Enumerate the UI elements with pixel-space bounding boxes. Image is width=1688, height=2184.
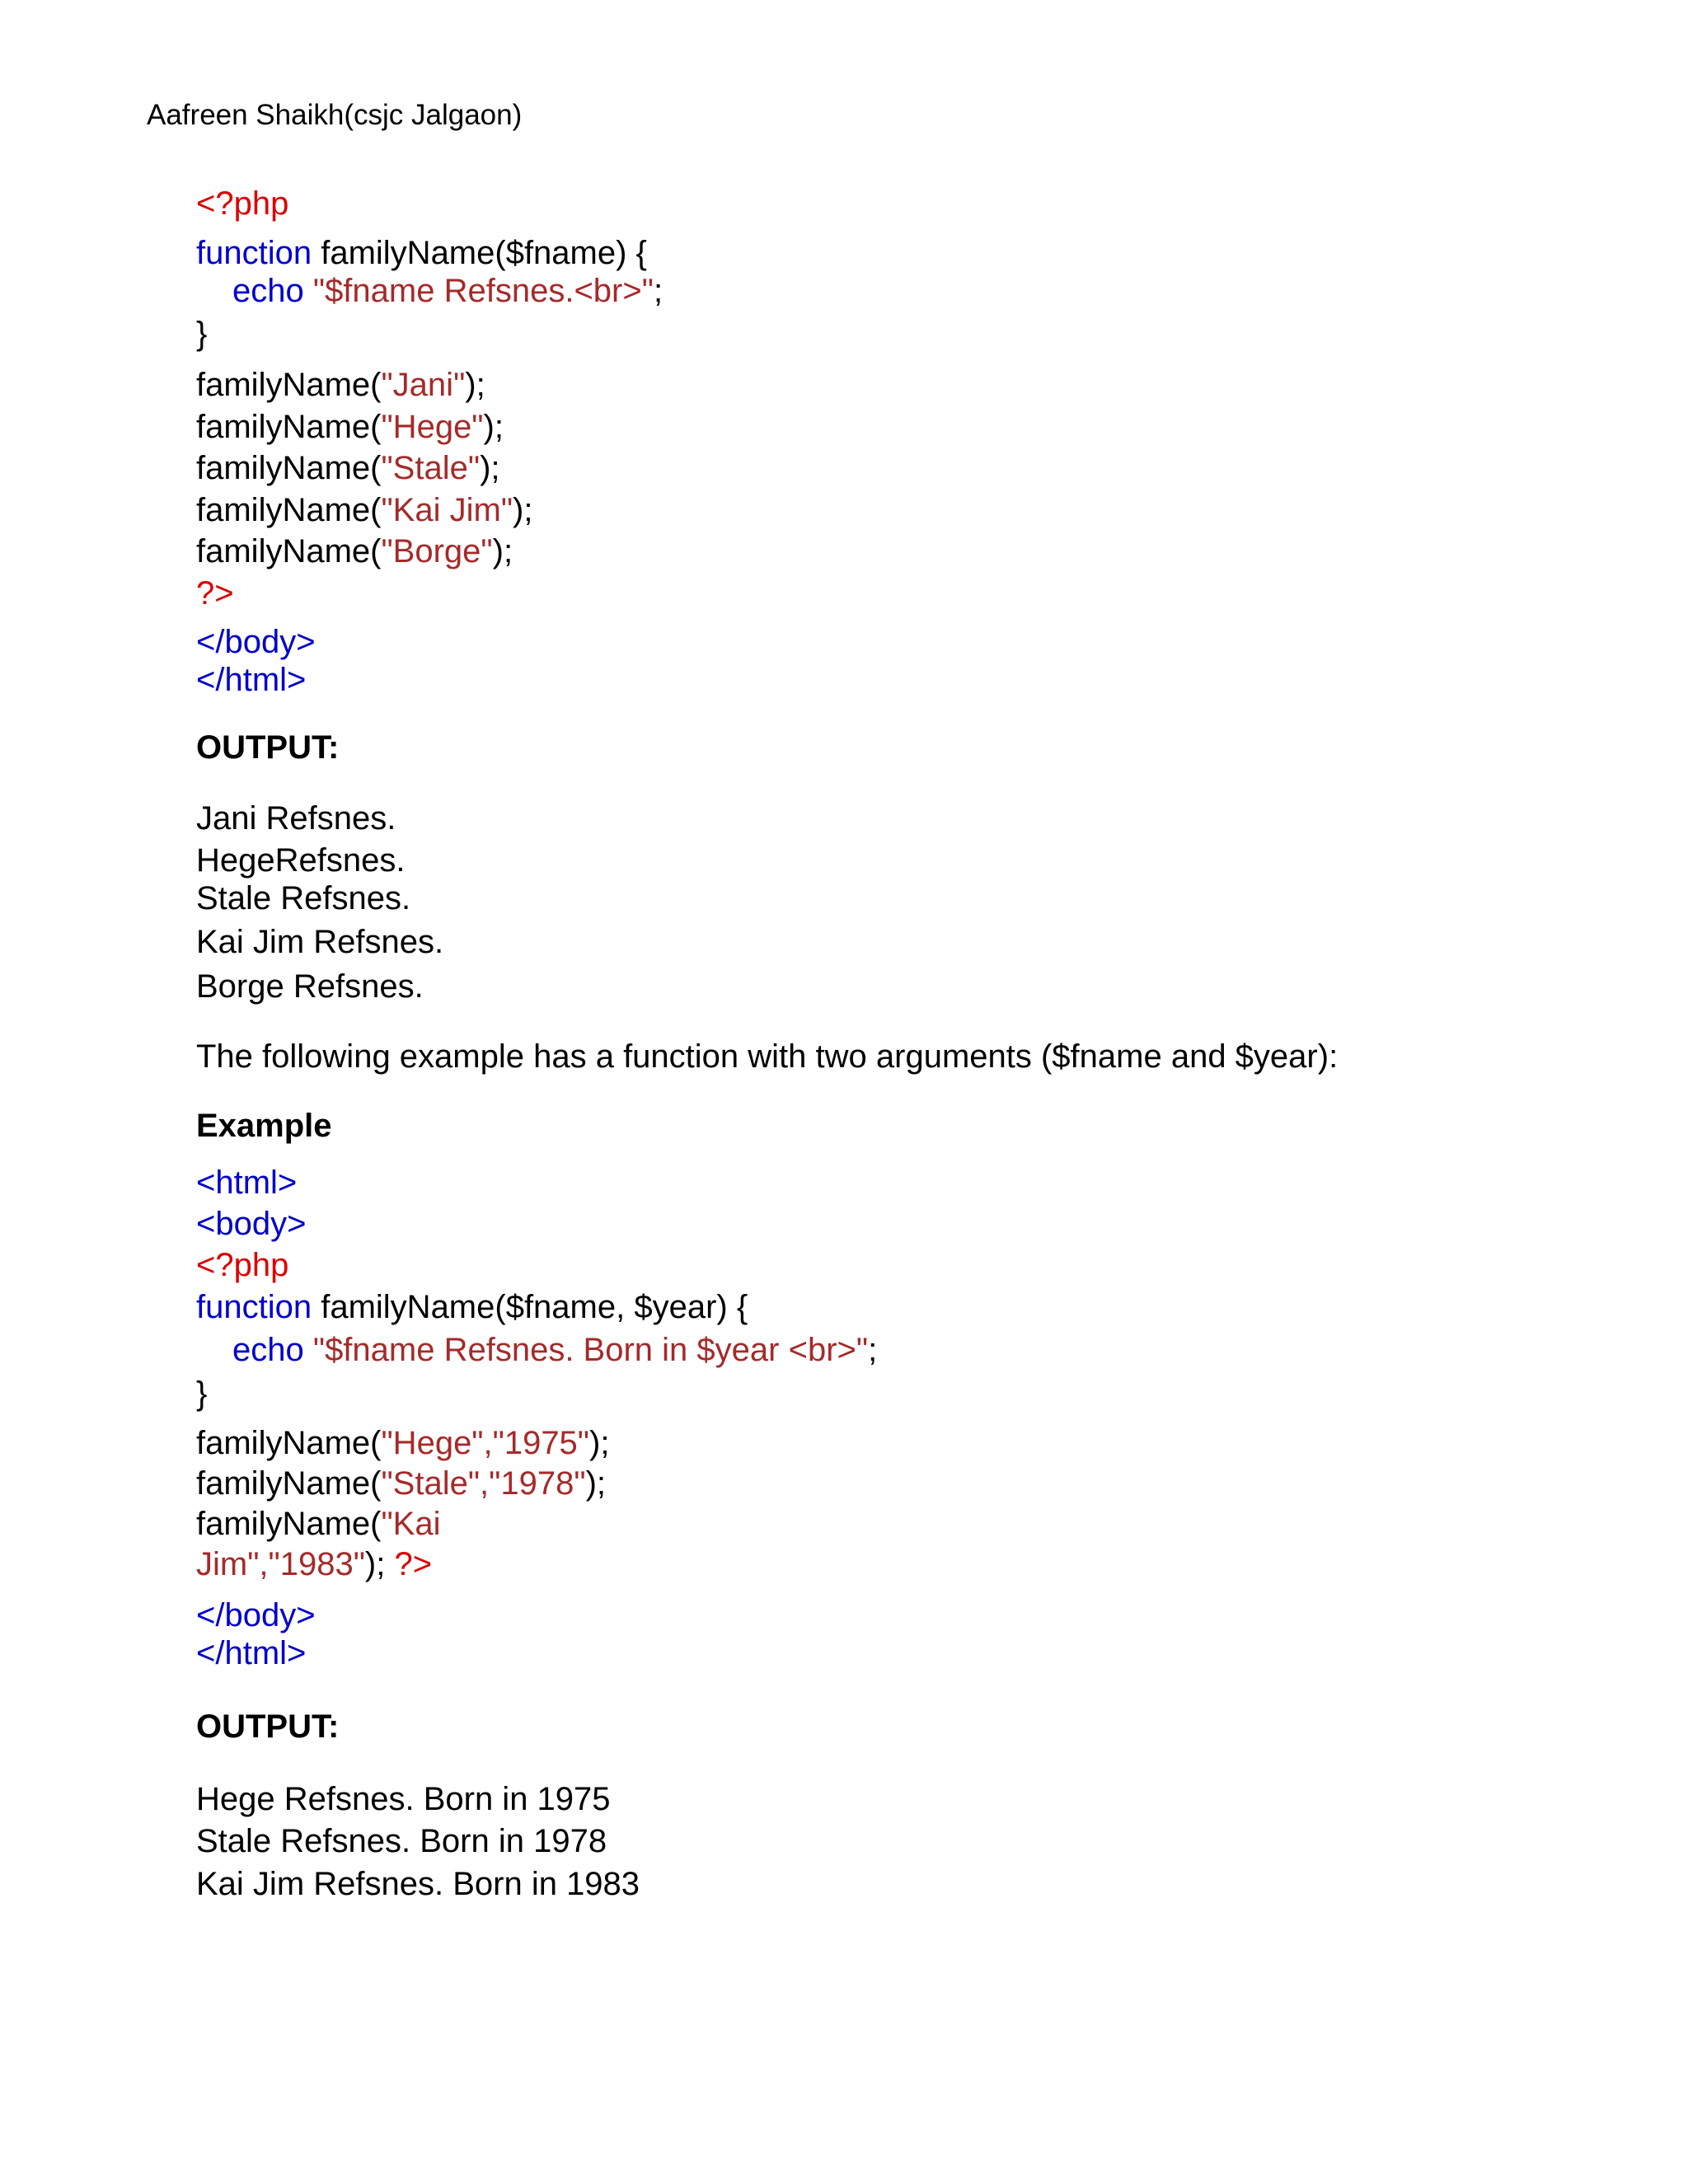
call-argument: "Hege" [381,409,484,445]
code-function-declaration [196,1288,748,1326]
code-html-close: </html> [196,1635,307,1671]
call-prefix: familyName( [196,492,382,528]
output-line: Hege Refsnes. Born in 1975 [196,1781,611,1817]
code-close-brace: } [196,316,208,352]
code-php-open: <?php [196,1247,289,1283]
call-argument: "Kai [381,1506,441,1542]
call-suffix: ); [585,1465,606,1502]
function-signature: familyName($fname) { [312,235,647,271]
code-call-line [196,491,532,529]
call-argument: "Stale" [381,450,481,486]
page-header-author: Aafreen Shaikh(csjc Jalgaon) [147,99,523,131]
output-heading: OUTPUT: [196,729,340,766]
call-prefix: familyName( [196,1506,382,1542]
code-call-line [196,1465,606,1502]
call-suffix: ); [483,409,504,445]
code-echo-line [232,272,663,310]
call-argument: "Stale","1978" [381,1465,586,1502]
keyword-function: function [196,235,312,271]
call-suffix: ); [589,1425,610,1461]
call-argument: Jim","1983" [196,1546,365,1582]
code-call-line [196,532,513,570]
call-argument: "Borge" [381,533,493,569]
code-call-line-continued [196,1545,432,1583]
echo-string: "$fname Refsnes. Born in $year <br>" [303,1332,869,1368]
call-suffix: ); [465,367,485,403]
call-prefix: familyName( [196,367,382,403]
code-function-declaration [196,234,647,272]
output-line: Stale Refsnes. Born in 1978 [196,1823,607,1859]
function-signature: familyName($fname, $year) { [312,1289,748,1325]
output-line: Kai Jim Refsnes. [196,924,444,960]
echo-terminator: ; [653,273,663,309]
echo-string: "$fname Refsnes.<br>" [303,273,654,309]
example-heading: Example [196,1108,332,1144]
echo-terminator: ; [868,1332,878,1368]
call-argument: "Kai Jim" [381,492,513,528]
output-line: Jani Refsnes. [196,800,396,837]
call-suffix: ); [513,492,533,528]
code-body-open: <body> [196,1206,307,1242]
code-echo-line [232,1331,877,1369]
intro-paragraph: The following example has a function with two arguments ($fname and $year): [196,1038,1339,1075]
code-php-close: ?> [196,575,234,612]
keyword-function: function [196,1289,312,1325]
call-prefix: familyName( [196,1425,382,1461]
call-suffix: ); [364,1546,395,1582]
call-suffix: ); [492,533,513,569]
code-call-line [196,1424,609,1462]
call-argument: "Hege","1975" [381,1425,590,1461]
code-php-close: ?> [394,1546,433,1582]
call-prefix: familyName( [196,1465,382,1502]
code-call-line [196,408,504,446]
keyword-echo: echo [232,273,304,309]
output-line: Borge Refsnes. [196,968,424,1005]
call-prefix: familyName( [196,533,382,569]
output-line: HegeRefsnes. [196,842,406,879]
keyword-echo: echo [232,1332,304,1368]
call-prefix: familyName( [196,450,382,486]
call-suffix: ); [480,450,500,486]
code-body-close: </body> [196,624,316,660]
output-line: Kai Jim Refsnes. Born in 1983 [196,1866,640,1902]
code-body-close: </body> [196,1597,316,1633]
call-prefix: familyName( [196,409,382,445]
code-call-line [196,366,485,404]
output-line: Stale Refsnes. [196,880,411,916]
call-argument: "Jani" [381,367,466,403]
code-call-line [196,449,500,487]
code-html-open: <html> [196,1165,298,1201]
code-close-brace: } [196,1376,208,1412]
code-php-open: <?php [196,185,289,222]
code-html-close: </html> [196,662,307,698]
code-call-line [196,1505,441,1543]
output-heading: OUTPUT: [196,1708,340,1745]
